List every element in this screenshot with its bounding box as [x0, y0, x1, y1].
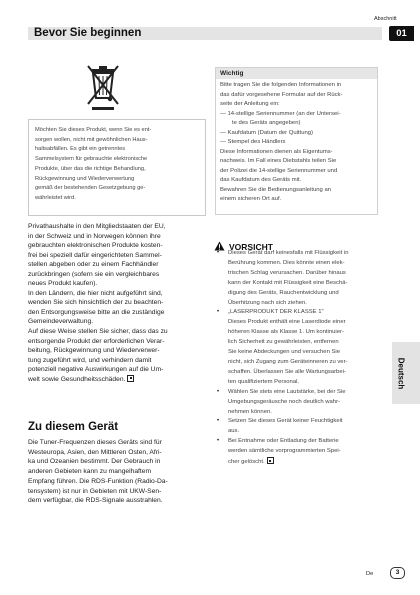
caution-item: [215, 249, 385, 308]
caution-line: • „LASERPRODUKT DER KLASSE 1": [228, 309, 324, 316]
important-item: — Kaufdatum (Datum der Quittung): [220, 129, 313, 136]
caution-line: Umgebungsgeräusche noch deutlich wahr-: [228, 398, 340, 405]
notice-line: haltsabfällen. Es gibt ein getrenntes: [35, 146, 126, 153]
section-heading: Zu diesem Gerät: [28, 421, 119, 433]
caution-item: [215, 417, 385, 437]
notice-line: Sammelsystem für gebrauchte elektronische: [35, 156, 148, 163]
important-line: seite der Anleitung ein:: [220, 101, 280, 107]
caution-line: Überhitzung nach sich ziehen.: [228, 299, 307, 306]
body-line: zurückbringen (sofern sie ein vergleichbares: [28, 270, 160, 278]
body-line: potenziell negative Auswirkungen auf die Um-: [28, 366, 164, 374]
body-line: In den Ländern, die hier nicht aufgeführt sind,: [28, 289, 163, 297]
important-item: — 14-stellige Seriennummer (an der Untersei-: [220, 110, 341, 117]
caution-line: werden sämtliche vorprogrammierten Spei-: [228, 448, 341, 455]
important-item: — Stempel des Händlers: [220, 139, 286, 145]
notice-line: Produkte, über das die richtige Behandlung,: [35, 165, 146, 172]
body-line: tensystem) ist nur in Gebieten mit UKW-Sen-: [28, 487, 162, 495]
body-line: Westeuropa, Asien, den Mittleren Osten, Afri-: [28, 448, 162, 456]
caution-line: schaffen. Überlassen Sie alle Wartungsarbei-: [228, 368, 346, 375]
notice-line: Möchten Sie dieses Produkt, wenn Sie es ent-: [35, 127, 152, 133]
caution-line: • Bei Entnahme oder Entladung der Batterie: [228, 438, 339, 445]
important-box: [215, 67, 378, 215]
body-line: Empfang führen. Die RDS-Funktion (Radio-Da-: [28, 477, 168, 485]
body-line: gebrauchten elektronischen Produkte kosten-: [28, 242, 163, 250]
page-number: 3: [390, 567, 405, 579]
body-line: in der Schweiz und in Norwegen können ihre: [28, 232, 161, 240]
body-line: Privathaushalte in den Mitgliedstaaten der EU,: [28, 223, 166, 230]
important-line: einem sicheren Ort auf.: [220, 196, 282, 202]
caution-line-text: cher gelöscht.: [228, 459, 265, 466]
notice-line: sorgen wollen, nicht mit gewöhnlichen Haus-: [35, 136, 148, 143]
caution-line: höheren Klasse als Klasse 1. Um kontinuier-: [228, 329, 344, 336]
important-body: [216, 79, 377, 205]
caution-line: lich Sicherheit zu gewährleisten, entfernen: [228, 339, 339, 346]
footer-language-code: De: [366, 571, 374, 577]
language-side-tab-label: Deutsch: [396, 357, 406, 390]
body-line-text: welt sowie Gesundheitsschäden.: [28, 375, 126, 383]
body-line: entsorgende Produkt der erforderlichen Verar-: [28, 337, 165, 345]
page-title: Bevor Sie beginnen: [34, 27, 142, 39]
important-line: Bewahren Sie die Bedienungsanleitung an: [220, 186, 332, 193]
caution-list: [215, 249, 385, 468]
caution-line: • Setzen Sie dieses Gerät keiner Feuchtigkeit: [228, 418, 343, 425]
caution-line: Dieses Produkt enthält eine Laserdiode einer: [228, 319, 346, 326]
body-line: den Entsorgungsweise bitte an die zuständige: [28, 308, 165, 316]
body-line: Auf diese Weise stellen Sie sicher, dass das zu: [28, 328, 168, 336]
caution-line: trischen Schlag verursachen. Darüber hinaus: [228, 269, 346, 276]
body-line: anderen Gebieten kann zu mangelhaftem: [28, 468, 152, 476]
body-line: dern verfügbar, die RDS-Signale ausstrahlen.: [28, 497, 163, 505]
caution-line: nehmen können.: [228, 408, 272, 415]
end-mark-icon: [267, 457, 274, 464]
caution-item: [215, 437, 385, 468]
caution-line: kann der Kontakt mit Flüssigkeit eine Beschä-: [228, 279, 348, 286]
body-line: [28, 375, 208, 385]
tuner-body-text: [28, 438, 208, 506]
body-line: neues Produkt kaufen).: [28, 280, 98, 288]
body-line: stellen abgeben oder zu einem Fachhändler: [28, 261, 159, 269]
important-line: Bitte tragen Sie die folgenden Informationen in: [220, 82, 342, 88]
important-heading: Wichtig: [216, 68, 377, 79]
notice-line: Rückgewinnung und Wiederverwertung: [35, 175, 135, 182]
caution-line: digung des Geräts, Rauchentwicklung und: [228, 289, 339, 296]
body-line: Gemeindeverwaltung.: [28, 318, 94, 326]
body-line: frei bei speziell dafür eingerichteten Sammel-: [28, 251, 162, 259]
disposal-notice-box: [28, 119, 206, 216]
caution-item: [215, 308, 385, 387]
crossed-out-wheelie-bin-icon: [80, 60, 126, 114]
caution-line: nicht, sich Zugang zum Geräteinneren zu ver-: [228, 358, 348, 365]
caution-line: aus.: [228, 428, 240, 435]
disposal-body-text: [28, 222, 208, 384]
important-line: Diese Informationen dienen als Eigentums-: [220, 148, 333, 155]
important-item: te des Geräts angegeben): [232, 120, 301, 126]
caution-title: VORSICHT: [229, 242, 273, 252]
notice-line: gemäß der bestehenden Gesetzgebung ge-: [35, 185, 146, 192]
caution-line: Sie keine Abdeckungen und versuchen Sie: [228, 349, 341, 356]
caution-line: • Wählen Sie stets eine Lautstärke, bei der Sie: [228, 388, 346, 395]
important-line: nachweis. Im Fall eines Diebstahls teilen Sie: [220, 158, 337, 164]
caution-line: ten qualifiziertem Personal.: [228, 378, 300, 385]
body-line: Die Tuner-Frequenzen dieses Geräts sind für: [28, 439, 162, 446]
caution-item: [215, 388, 385, 418]
body-line: ka und Ozeanien bestimmt. Der Gebrauch in: [28, 458, 161, 466]
chapter-number: 01: [389, 26, 414, 41]
notice-line: währleistet wird.: [35, 194, 76, 201]
body-line: wenden Sie sich hinsichtlich der zu beachten-: [28, 299, 164, 307]
caution-line: [228, 457, 385, 468]
body-line: beitung, Rückgewinnung und Wiederverwer-: [28, 347, 160, 355]
end-mark-icon: [127, 375, 134, 382]
section-label: Abschnitt: [374, 16, 397, 22]
important-line: der Polizei die 14-stellige Seriennummer und: [220, 167, 338, 174]
body-line: tung zugeführt wird, und verhindern damit: [28, 356, 152, 364]
important-line: das Kaufdatum des Geräts mit.: [220, 177, 302, 183]
caution-line: Berührung kommen. Dies könnte einen elek-: [228, 259, 345, 266]
important-line: das dafür vorgesehene Formular auf der Rück-: [220, 91, 343, 98]
caution-line: • Dieses Gerät darf keinesfalls mit Flüssigkeit in: [228, 250, 349, 256]
